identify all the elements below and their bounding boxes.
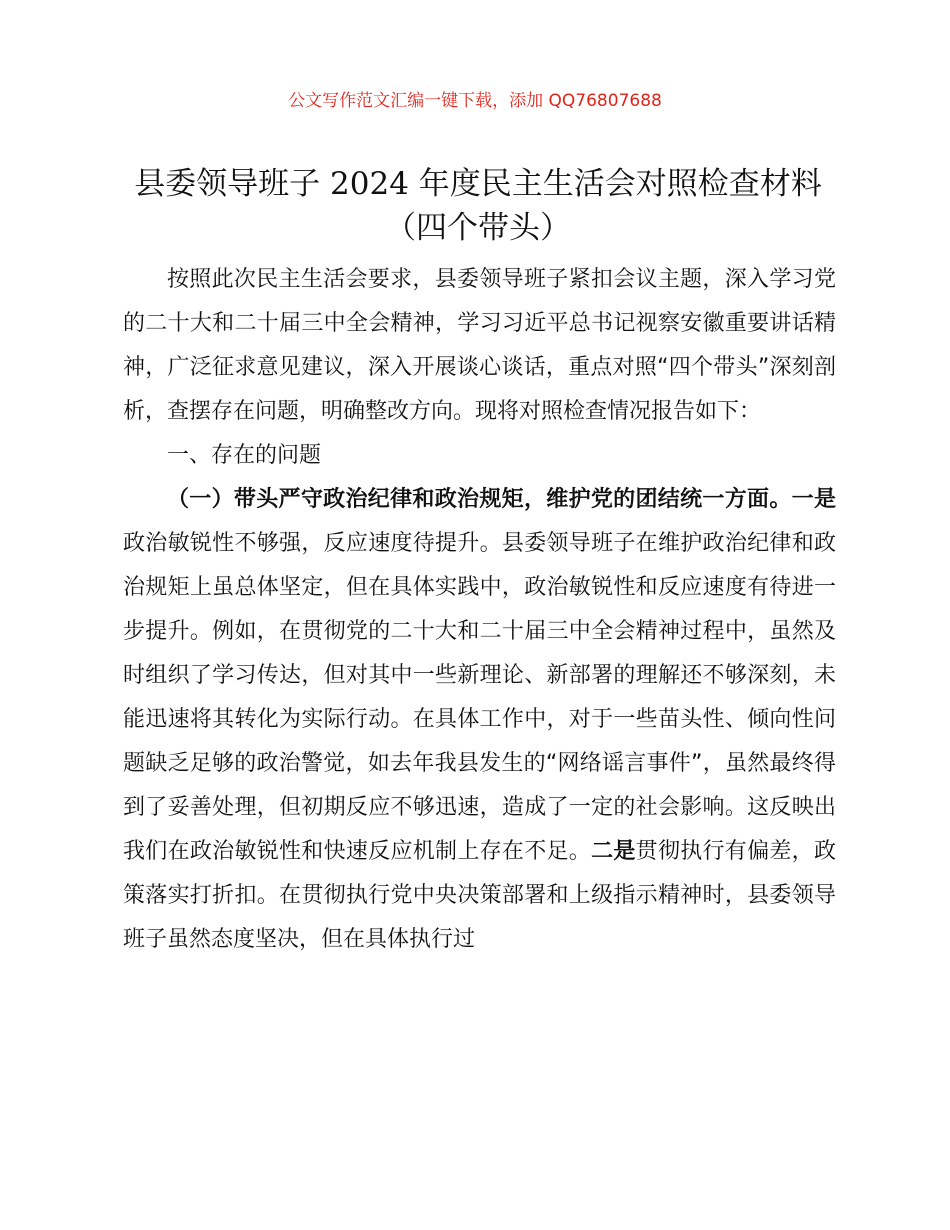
point-label-2: 二是 — [591, 839, 636, 864]
document-title: 县委领导班子 2024 年度民主生活会对照检查材料（四个带头） — [134, 166, 822, 246]
subsection-heading: （一）带头严守政治纪律和政治规矩，维护党的团结统一方面。 — [167, 487, 792, 512]
point-text-2: 贯彻执行有偏差，政策落实打折扣。在贯彻执行党中央决策部署和上级指示精神时，县委领导班子虽然态度坚决，但在具体执行过 — [123, 839, 836, 952]
problem-paragraph — [123, 478, 836, 962]
document-body — [123, 258, 836, 962]
point-text-1: 政治敏锐性不够强，反应速度待提升。县委领导班子在维护政治纪律和政治规矩上虽总体坚定，但在具体实践中，政治敏锐性和反应速度有待进一步提升。例如，在贯彻党的二十大和二十届三中全会精神过程中，虽然及时组织了学习传达，但对其中一些新理论、新部署的理解还不够深刻，未能迅速将其转化为实际行动。在具体工作中，对于一些苗头性、倾向性问题缺乏足够的政治警觉，如去年我县发生的“网络谣言事件”，虽然最终得到了妥善处理，但初期反应不够迅速，造成了一定的社会影响。这反映出我们在政治敏锐性和快速反应机制上存在不足。 — [123, 531, 836, 864]
download-note: 公文写作范文汇编一键下载，添加 QQ76807688 — [288, 91, 662, 111]
point-label-1: 一是 — [791, 487, 836, 512]
intro-paragraph: 按照此次民主生活会要求，县委领导班子紧扣会议主题，深入学习党的二十大和二十届三中全会精神，学习习近平总书记视察安徽重要讲话精神，广泛征求意见建议，深入开展谈心谈话，重点对照“四个带头”深刻剖析，查摆存在问题，明确整改方向。现将对照检查情况报告如下： — [123, 267, 836, 424]
section-heading: 一、存在的问题 — [167, 443, 322, 468]
